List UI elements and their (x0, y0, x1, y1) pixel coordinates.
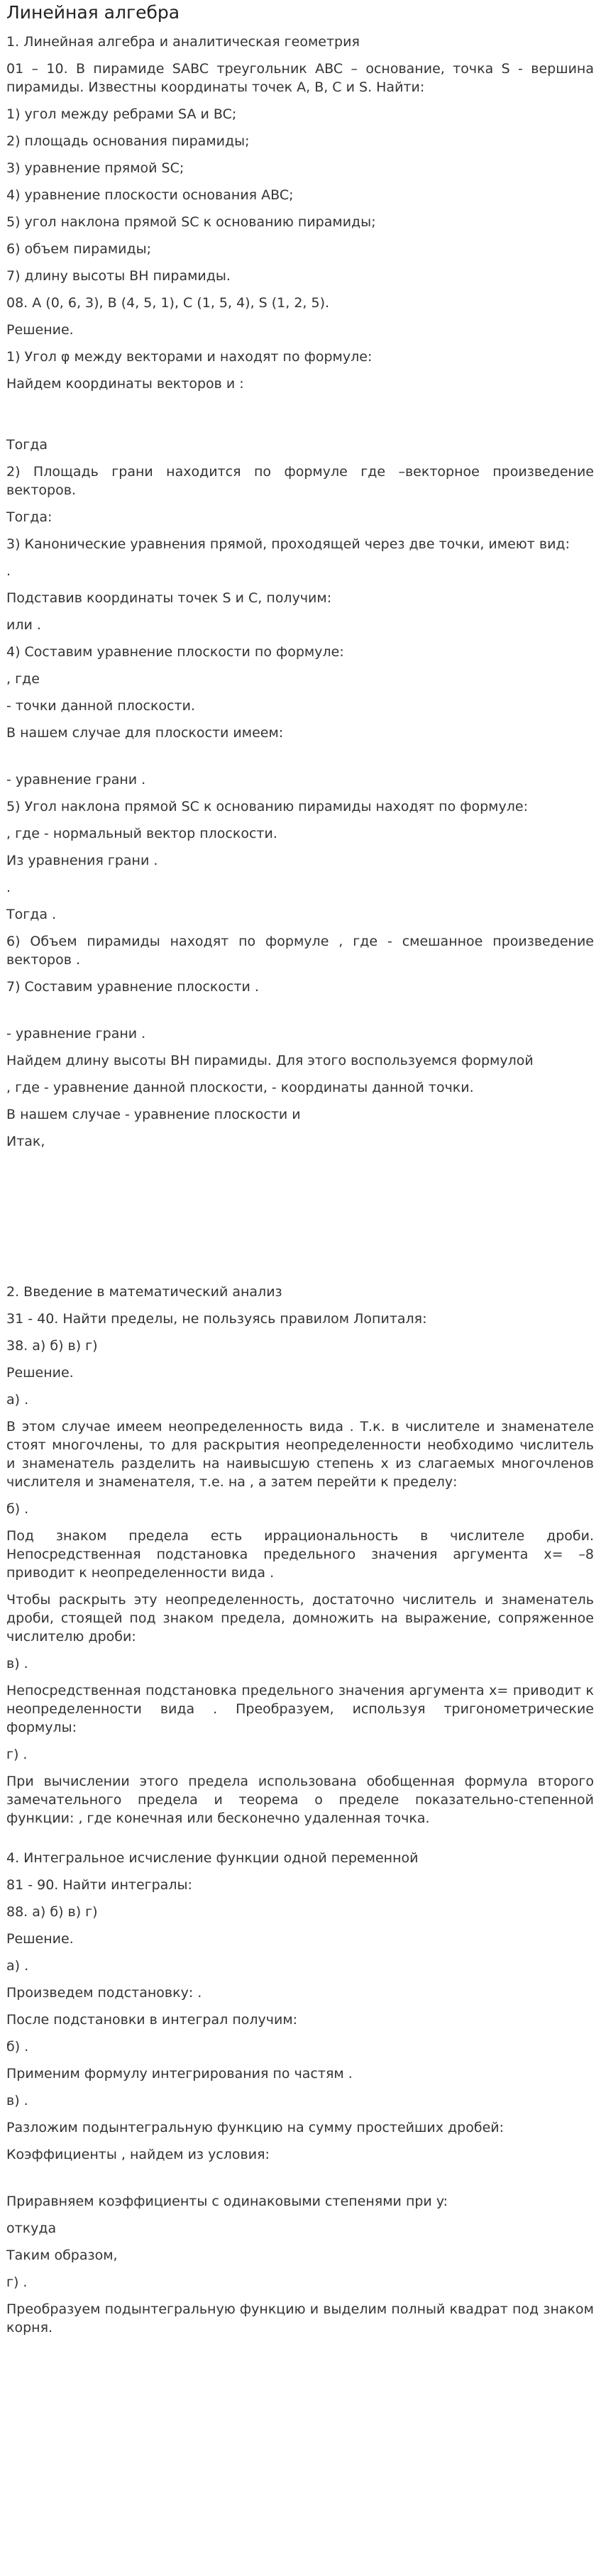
task-item: 1) угол между ребрами SA и BC; (6, 106, 237, 122)
solution-step: 1) Угол φ между векторами и находят по формуле: (6, 349, 373, 365)
problem-statement: 31 - 40. Найти пределы, не пользуясь правилом Лопиталя: (6, 1311, 427, 1327)
solution-step: В нашем случае - уравнение плоскости и (6, 1107, 301, 1122)
solution-step: 7) Составим уравнение плоскости . (6, 979, 259, 995)
task-item: 7) длину высоты BH пирамиды. (6, 268, 231, 284)
solution-step: Таким образом, (6, 2248, 118, 2263)
solution-step: Приравняем коэффициенты с одинаковыми степенями при y: (6, 2194, 448, 2209)
solution-step: Под знаком предела есть иррациональность в числителе дроби. Непосредственная подстановка предельного значения аргумента x= –8 приводит к неопределенности вида . (6, 1528, 594, 1581)
section-heading: 4. Интегральное исчисление функции одной переменной (6, 1850, 419, 1866)
solution-step: Тогда . (6, 907, 57, 922)
solution-step: Коэффициенты , найдем из условия: (6, 2147, 270, 2162)
solution-step: Чтобы раскрыть эту неопределенность, достаточно числитель и знаменатель дроби, стоящей под знаком предела, домножить на выражение, сопряженное числителю дроби: (6, 1592, 594, 1644)
solution-step: 2) Площадь грани находится по формуле где –векторное произведение векторов. (6, 464, 594, 498)
page-title: Линейная алгебра (6, 2, 180, 23)
solution-label: Решение. (6, 1931, 74, 1947)
solution-step: - уравнение грани . (6, 772, 146, 787)
problem-statement: 01 – 10. В пирамиде SABC треугольник ABC – основание, точка S - вершина пирамиды. Известны координаты точек A, B, C и S. Найти: (6, 61, 594, 95)
solution-step: Тогда (6, 437, 48, 453)
solution-step: Подставив координаты точек S и C, получим: (6, 590, 332, 606)
solution-step: 3) Канонические уравнения прямой, проходящей через две точки, имеют вид: (6, 536, 570, 552)
formula-gap (6, 1836, 594, 1849)
solution-step: в) . (6, 2093, 28, 2108)
task-item: 6) объем пирамиды; (6, 241, 152, 257)
task-item: 4) уравнение плоскости основания ABC; (6, 187, 294, 203)
solution-step: Найдем координаты векторов и : (6, 376, 244, 392)
solution-step: а) . (6, 1392, 29, 1408)
solution-step: Произведем подстановку: . (6, 1985, 202, 2001)
solution-step: г) . (6, 2274, 28, 2290)
solution-label: Решение. (6, 322, 74, 338)
solution-label: Решение. (6, 1365, 74, 1381)
solution-step: Разложим подынтегральную функцию на сумму простейших дробей: (6, 2120, 504, 2135)
solution-step: , где - уравнение данной плоскости, - координаты данной точки. (6, 1080, 474, 1095)
section-heading: 1. Линейная алгебра и аналитическая геометрия (6, 34, 360, 50)
solution-step: После подстановки в интеграл получим: (6, 2012, 298, 2028)
problem-variant: 88. а) б) в) г) (6, 1904, 98, 1920)
solution-step: г) . (6, 1747, 28, 1762)
solution-step: Применим формулу интегрирования по частям . (6, 2066, 353, 2082)
solution-step: б) . (6, 2039, 29, 2055)
problem-variant: 38. а) б) в) г) (6, 1338, 98, 1354)
solution-step: , где (6, 671, 40, 687)
problem-statement: 81 - 90. Найти интегралы: (6, 1877, 192, 1893)
solution-step: откуда (6, 2221, 57, 2236)
solution-step: . (6, 563, 11, 579)
formula-gap (6, 402, 594, 436)
solution-step: в) . (6, 1656, 28, 1671)
formula-gap (6, 1159, 594, 1283)
given-data: 08. A (0, 6, 3), B (4, 5, 1), C (1, 5, 4), S (1, 2, 5). (6, 295, 330, 311)
solution-step: При вычислении этого предела использована обобщенная формула второго замечательного предела и теорема о пределе показательно-степенной функции: , где конечная или бесконечно удаленная точка. (6, 1774, 594, 1826)
formula-gap (6, 1005, 594, 1024)
solution-step: Найдем длину высоты BH пирамиды. Для этого воспользуемся формулой (6, 1053, 534, 1068)
solution-step: - точки данной плоскости. (6, 698, 195, 714)
formula-gap (6, 2172, 594, 2192)
solution-step: или . (6, 617, 41, 633)
solution-step: В этом случае имеем неопределенность вида . Т.к. в числителе и знаменателе стоят многочлены, то для раскрытия неопределенности необходимо числитель и знаменатель разделить на наивысшую степень x из слагаемых многочленов числителя и знаменателя, т.е. на , а затем перейти к пределу: (6, 1419, 594, 1490)
task-item: 3) уравнение прямой SC; (6, 160, 184, 176)
solution-step: 4) Составим уравнение плоскости по формуле: (6, 644, 344, 660)
solution-step: Из уравнения грани . (6, 853, 158, 868)
solution-step: 5) Угол наклона прямой SC к основанию пирамиды находят по формуле: (6, 799, 528, 814)
solution-step: , где - нормальный вектор плоскости. (6, 826, 277, 841)
solution-step: - уравнение грани . (6, 1026, 146, 1041)
solution-step: . (6, 880, 11, 895)
solution-step: Итак, (6, 1134, 45, 1149)
formula-gap (6, 751, 594, 770)
solution-step: б) . (6, 1501, 29, 1517)
section-heading: 2. Введение в математический анализ (6, 1284, 282, 1300)
solution-step: а) . (6, 1958, 29, 1974)
task-item: 5) угол наклона прямой SC к основанию пирамиды; (6, 214, 376, 230)
solution-step: Преобразуем подынтегральную функцию и выделим полный квадрат под знаком корня. (6, 2301, 594, 2335)
document-page (0, 3, 601, 2576)
solution-step: 6) Объем пирамиды находят по формуле , где - смешанное произведение векторов . (6, 934, 594, 968)
task-item: 2) площадь основания пирамиды; (6, 133, 250, 149)
solution-step: В нашем случае для плоскости имеем: (6, 725, 284, 741)
solution-step: Тогда: (6, 509, 53, 525)
solution-step: Непосредственная подстановка предельного значения аргумента x= приводит к неопределенности вида . Преобразуем, используя тригонометрические формулы: (6, 1683, 594, 1735)
